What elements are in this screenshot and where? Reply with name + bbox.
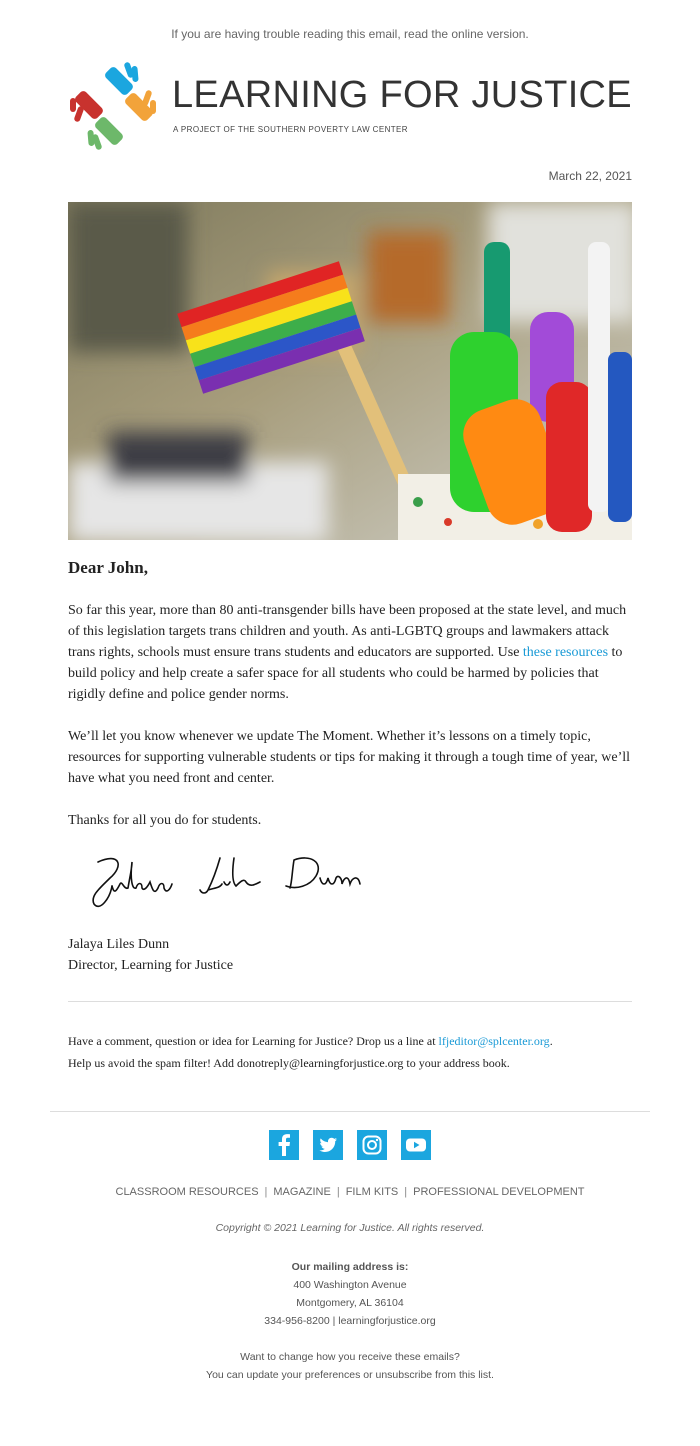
- rainbow-flag-and-markers-photo: [68, 202, 632, 540]
- handwritten-signature: [80, 848, 370, 928]
- facebook-icon[interactable]: [269, 1130, 299, 1160]
- editor-email-link[interactable]: lfjeditor@splcenter.org: [438, 1034, 550, 1048]
- footer-divider: [50, 1111, 650, 1112]
- brand-logo[interactable]: [68, 60, 638, 152]
- footer-nav: [0, 1186, 700, 1198]
- signer-block: [68, 934, 233, 976]
- paragraph-2: We’ll let you know whenever we update The Moment. Whether it’s lessons on a timely topic, resources for supporting vulnerable students or tips for making it through a tough time of year, we’ll have what you need front and center.: [68, 729, 631, 786]
- comment-note: [68, 1034, 638, 1049]
- footer-link-classroom-resources[interactable]: CLASSROOM RESOURCES: [115, 1186, 259, 1198]
- preheader-link[interactable]: If you are having trouble reading this email, read the online version.: [171, 27, 529, 41]
- address-heading: Our mailing address is:: [291, 1261, 409, 1273]
- footer-link-professional-development[interactable]: PROFESSIONAL DEVELOPMENT: [413, 1186, 585, 1198]
- prefs-links[interactable]: You can update your preferences or unsubscribe from this list.: [206, 1369, 494, 1381]
- nav-separator: |: [404, 1186, 408, 1198]
- paragraph-1-text-end: to build policy and help create a safer space for all students who could be harmed by policies that rigidly define and police gender norms.: [68, 645, 623, 702]
- paragraph-3: Thanks for all you do for students.: [68, 813, 262, 828]
- divider: [68, 1001, 632, 1002]
- signer-title: Director, Learning for Justice: [68, 958, 234, 973]
- copyright: Copyright © 2021 Learning for Justice. All rights reserved.: [215, 1222, 485, 1234]
- footer-link-magazine[interactable]: MAGAZINE: [273, 1186, 331, 1198]
- comment-note-end: .: [549, 1034, 553, 1048]
- signer-name: Jalaya Liles Dunn: [68, 937, 170, 952]
- nav-separator: |: [264, 1186, 268, 1198]
- nav-separator: |: [336, 1186, 340, 1198]
- brand-subtitle: A PROJECT OF THE SOUTHERN POVERTY LAW CENTER: [173, 125, 408, 134]
- spam-note: Help us avoid the spam filter! Add donotreply@learningforjustice.org to your address book.: [68, 1056, 510, 1070]
- email-date: March 22, 2021: [548, 169, 632, 183]
- address-street: 400 Washington Avenue: [293, 1279, 407, 1291]
- twitter-icon[interactable]: [313, 1130, 343, 1160]
- greeting: Dear John,: [68, 558, 148, 577]
- hands-logo-icon: [68, 60, 160, 152]
- comment-note-text: Have a comment, question or idea for Learning for Justice? Drop us a line at: [68, 1034, 439, 1048]
- address-contact[interactable]: 334-956-8200 | learningforjustice.org: [264, 1315, 436, 1327]
- paragraph-1: [68, 600, 638, 705]
- these-resources-link[interactable]: these resources: [522, 645, 609, 660]
- youtube-icon[interactable]: [401, 1130, 431, 1160]
- instagram-icon[interactable]: [357, 1130, 387, 1160]
- mailing-address: [0, 1258, 700, 1330]
- hero-image: [68, 202, 632, 540]
- footer-link-film-kits[interactable]: FILM KITS: [345, 1186, 399, 1198]
- prefs-question: Want to change how you receive these emails?: [240, 1351, 460, 1363]
- preferences-note: [0, 1348, 700, 1384]
- social-links: [0, 1130, 700, 1160]
- paragraph-1-text: So far this year, more than 80 anti-transgender bills have been proposed at the state level, and much of this legislation targets trans children and youth. As anti-LGBTQ groups and lawmakers attack trans rights, schools must ensure trans students and educators are supported. Use: [68, 603, 627, 660]
- address-city: Montgomery, AL 36104: [296, 1297, 404, 1309]
- brand-title: LEARNING FOR JUSTICE: [172, 74, 632, 116]
